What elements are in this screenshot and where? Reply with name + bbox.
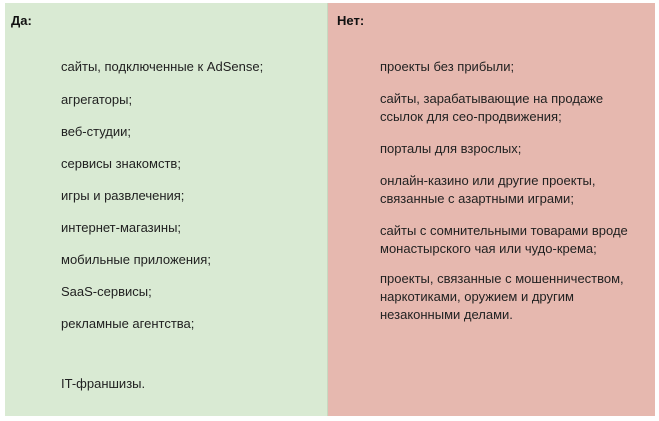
comparison-table [5,3,655,416]
yes-item: веб-студии; [61,124,132,139]
no-item: сайты с сомнительными товарами вроде монастырского чая или чудо-крема; [380,223,628,256]
yes-item: сайты, подключенные к AdSense; [61,59,264,74]
no-item: проекты, связанные с мошенничеством, наркотиками, оружием и другим незаконными делами. [380,271,624,322]
yes-item: игры и развлечения; [61,188,185,203]
no-item: сайты, зарабатывающие на продаже ссылок для сео-продвижения; [380,91,604,124]
yes-item: IT-франшизы. [61,376,146,391]
yes-item: агрегаторы; [61,92,133,107]
yes-item: мобильные приложения; [61,252,211,267]
no-item: онлайн-казино или другие проекты, связанные с азартными играми; [380,173,596,206]
yes-item: сервисы знакомств; [61,156,181,171]
yes-item: интернет-магазины; [61,220,182,235]
yes-item: рекламные агентства; [61,316,195,331]
no-item: порталы для взрослых; [380,141,522,156]
yes-column-title: Да: [11,13,32,28]
no-column [328,3,655,416]
yes-item: SaaS-сервисы; [61,284,152,299]
no-column-title: Нет: [337,13,365,28]
no-item: проекты без прибыли; [380,59,515,74]
yes-column [5,3,328,416]
